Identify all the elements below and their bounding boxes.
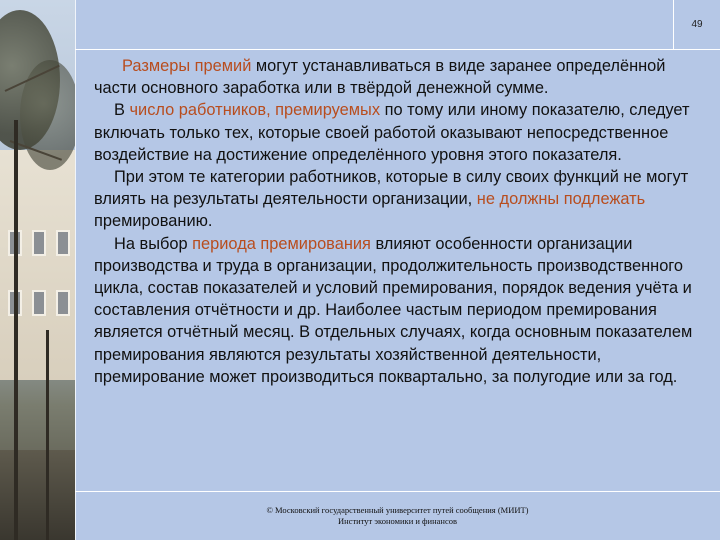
paragraph-4 bbox=[94, 233, 699, 388]
slide-footer bbox=[75, 505, 720, 527]
slide-header-bar bbox=[75, 0, 673, 50]
body-text: В bbox=[114, 101, 130, 120]
highlight-text: не должны подлежать bbox=[476, 190, 646, 209]
body-text: На выбор bbox=[114, 234, 193, 253]
body-text: премированию. bbox=[94, 212, 213, 231]
paragraph-2 bbox=[94, 99, 699, 166]
building-window bbox=[32, 290, 46, 316]
slide-panel bbox=[75, 0, 720, 540]
building-window bbox=[56, 230, 70, 256]
slide-body-text bbox=[94, 55, 699, 388]
tree-trunk bbox=[14, 120, 18, 540]
divider-vertical bbox=[75, 0, 76, 540]
body-text: могут устанавливаться в виде заранее определённой части основного заработка или в твёрдой денежной сумме. bbox=[94, 57, 666, 98]
footer-institute: Институт экономики и финансов bbox=[337, 516, 458, 526]
body-text: влияют особенности организации производства и труда в организации, продолжительность производственного цикла, состав показателей и условий премирования, порядок ведения учёта и составления отчётности и др. Наиболее частым периодом премирования является отчётный месяц. В отдельных случаях, когда основным показателем премирования являются результаты хозяйственной деятельности, премирование может производиться поквартально, за полугодие или за год. bbox=[94, 234, 693, 386]
building-window bbox=[56, 290, 70, 316]
body-text: по тому или иному показателю, следует включать только тех, которые своей работой оказывают непосредственное воздействие на достижение определённого уровня этого показателя. bbox=[94, 101, 690, 164]
page-number: 49 bbox=[691, 19, 703, 30]
highlight-text: периода премирования bbox=[192, 234, 371, 253]
paragraph-1 bbox=[94, 55, 699, 99]
footer-divider bbox=[75, 491, 720, 492]
building-facade bbox=[0, 150, 75, 380]
background-photo bbox=[0, 0, 75, 540]
building-window bbox=[32, 230, 46, 256]
ground bbox=[0, 450, 75, 540]
tree-trunk bbox=[46, 330, 49, 540]
body-text: При этом те категории работников, которые в силу своих функций не могут влиять на результаты деятельности организации, bbox=[94, 168, 689, 209]
page-number-box bbox=[673, 0, 720, 50]
highlight-text: Размеры премий bbox=[122, 57, 252, 75]
paragraph-3 bbox=[94, 166, 699, 233]
footer-copyright: © Московский государственный университет путей сообщения (МИИТ) bbox=[266, 505, 529, 515]
highlight-text: число работников, премируемых bbox=[129, 101, 381, 120]
